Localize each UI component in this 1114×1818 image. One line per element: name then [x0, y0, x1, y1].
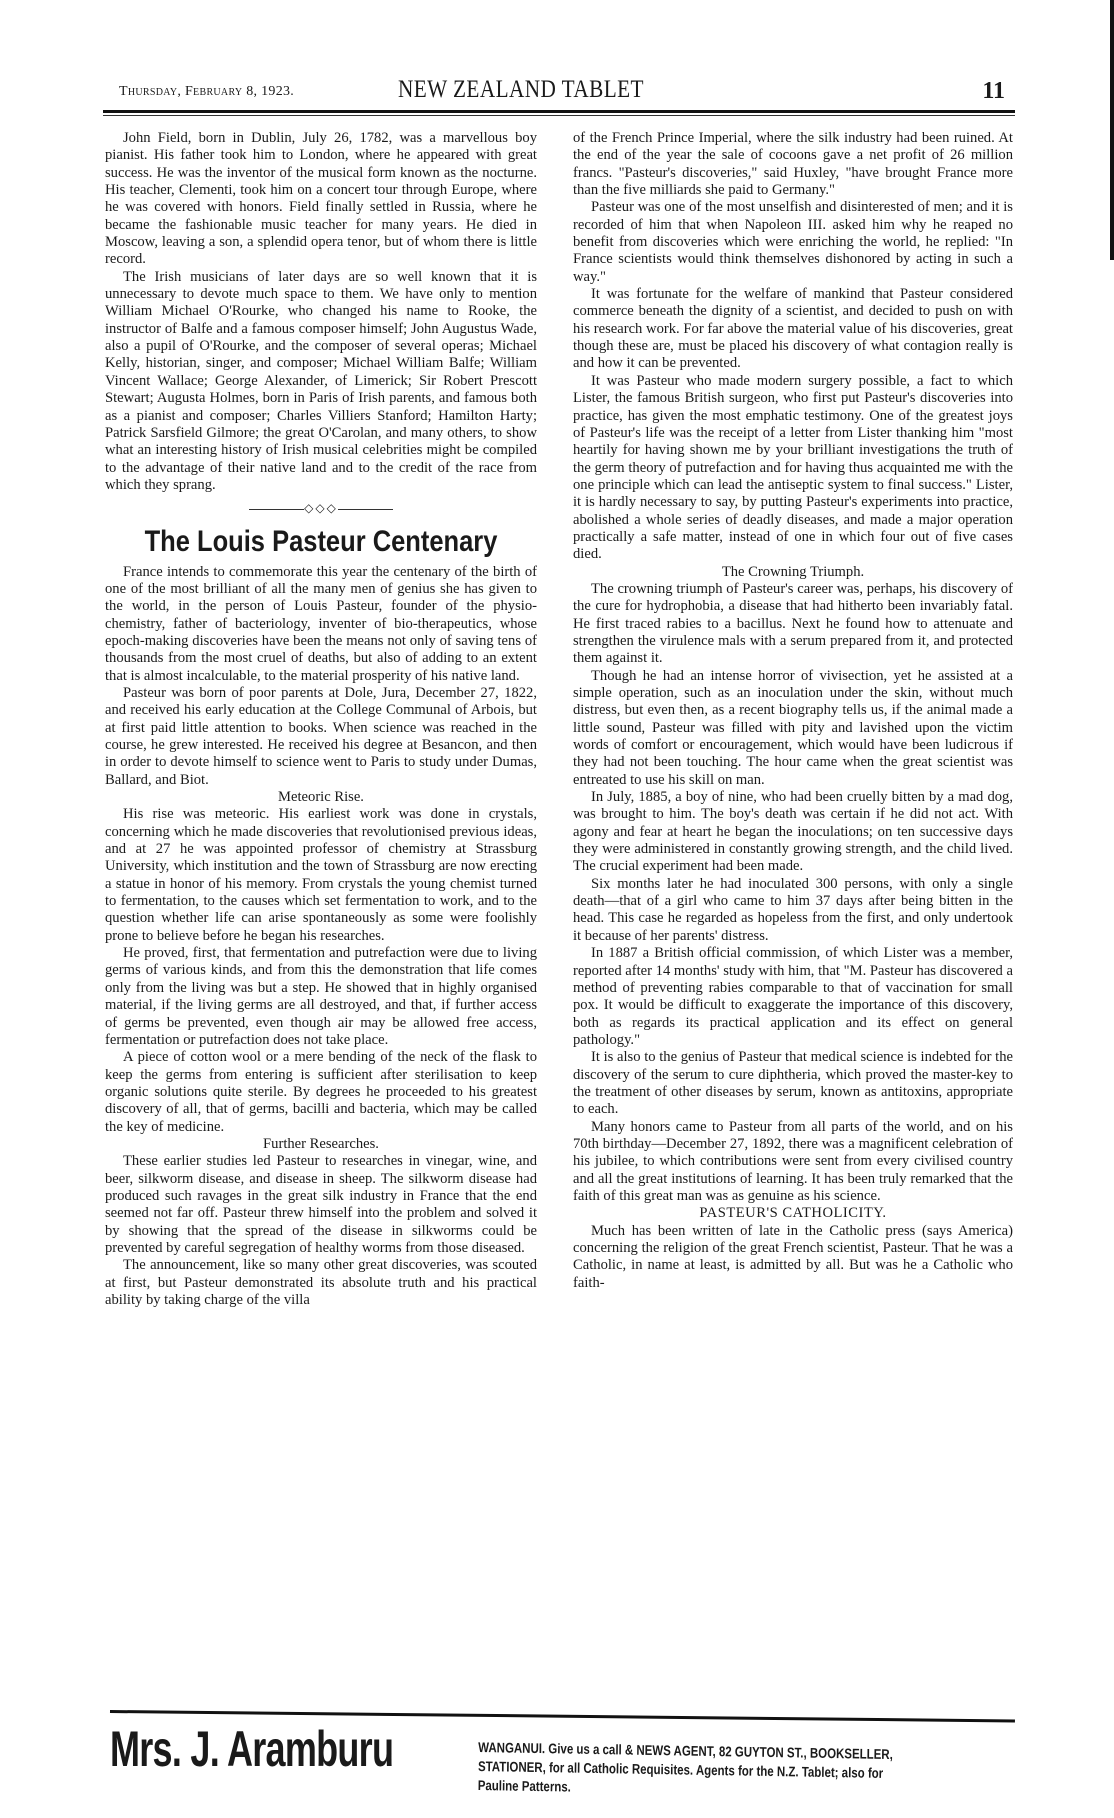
paragraph: It was fortunate for the welfare of mankind that Pasteur considered commerce beneath the dignity of a scientist, and decided to push on with his research work. For far above the material value of his discoveries, great though these are, must be placed his discovery of what contagion really is and how it can be prevented. [573, 286, 1013, 372]
page-number: 11 [982, 78, 1005, 104]
paragraph: Pasteur was one of the most unselfish and disinterested of men; and it is recorded of him that when Napoleon III. asked him why he reaped no benefit from discoveries which were enriching the world, he replied: "In France scientists would think themselves dishonored by acting in such a way." [573, 199, 1013, 285]
paragraph: His rise was meteoric. His earliest work was done in crystals, concerning which he made discoveries that revolutionised previous ideas, and at 27 he was appointed professor of chemistry at Strassburg University, which institution and the town of Strassburg are now erecting a statue in honor of his memory. From crystals the young chemist turned to fermentation, to the causes which set fermentation to work, and to the question whether life can arise spontaneously as some were foolishly prone to believe before he began his researches. [105, 806, 537, 944]
paragraph: of the French Prince Imperial, where the silk industry had been ruined. At the end of the year the sale of cocoons gave a net profit of 26 million francs. "Pasteur's discoveries," said Huxley, "have brought France more than the five milliards she paid to Germany." [573, 130, 1013, 199]
article-headline: The Louis Pasteur Centenary [144, 524, 498, 558]
paragraph: In 1887 a British official commission, of which Lister was a member, reported after 14 months' study with him, that "M. Pasteur has discovered a method of preventing rabies comparable to that of vaccination for small pox. It would be difficult to exaggerate the importance of this discovery, both as regards its practical application and its effect on general pathology." [573, 945, 1013, 1048]
section-separator: ◇◇◇ [105, 500, 537, 517]
masthead-title: NEW ZEALAND TABLET [398, 76, 644, 103]
paragraph: John Field, born in Dublin, July 26, 1782, was a marvellous boy pianist. His father took him to London, where he appeared with great success. He was the inventor of the musical form known as the nocturne. His teacher, Clementi, took him on a concert tour through Europe, where he was covered with honors. Field finally settled in Russia, where he became the fashionable music teacher for many years. He died in Moscow, leaving a son, a splendid opera tenor, but of whom there is little record. [105, 130, 537, 268]
page-header [103, 76, 1015, 110]
left-column [105, 130, 537, 1309]
subheading: Further Researches. [263, 1135, 379, 1152]
paragraph: The Irish musicians of later days are so well known that it is unnecessary to devote much space to them. We have only to mention William Michael O'Rourke, who changed his name to Rooke, the instructor of Balfe and a famous composer himself; John Augustus Wade, also a pupil of O'Rourke, and the composer of several operas; Michael Kelly, historian, singer, and composer; Michael William Balfe; William Vincent Wallace; George Alexander, of Limerick; Sir Robert Prescott Stewart; Augusta Holmes, born in Paris of Irish parents, and famous both as a pianist and composer; Charles Villiers Stanford; Hamilton Harty; Patrick Sarsfield Gilmore; the great O'Carolan, and many others, to show what an interesting history of Irish musical celebrities might be compiled to the advantage of their native land and to the credit of the race from which they sprang. [105, 268, 537, 493]
paragraph: Though he had an intense horror of vivisection, yet he assisted at a simple operation, such as an inoculation under the skin, without much distress, but even then, as a recent biography tells us, if the animal made a little sound, Pasteur was filled with pity and lavished upon the victim words of comfort or encouragement, which would have been ludicrous if they had not been touching. The hour came when the great scientist was entreated to use his skill on man. [573, 667, 1013, 788]
paragraph: The announcement, like so many other great discoveries, was scouted at first, but Pasteur demonstrated its absolute truth and his practical ability by taking charge of the villa [105, 1257, 537, 1308]
subheading: Meteoric Rise. [278, 789, 364, 806]
paragraph: In July, 1885, a boy of nine, who had been cruelly bitten by a mad dog, was brought to him. The boy's death was certain if he did not act. With agony and fear at heart he began the inoculations; on ten successive days they were administered in constantly growing strength, and the child lived. The crucial experiment had been made. [573, 789, 1013, 875]
issue-date: Thursday, February 8, 1923. [119, 84, 295, 99]
paragraph: Much has been written of late in the Catholic press (says America) concerning the religion of the great French scientist, Pasteur. That he was a Catholic, in name at least, is admitted by all. But was he a Catholic who faith- [573, 1222, 1013, 1291]
advertisement-text: WANGANUI. Give us a call & NEWS AGENT, 82 GUYTON ST., BOOKSELLER, STATIONER, for all Catholic Requisites. Agents for the N.Z. Tablet; also for Pauline Patterns. [477, 1739, 893, 1795]
right-column [573, 130, 1013, 1292]
header-rule [103, 110, 1015, 113]
scan-edge-line [1110, 0, 1114, 260]
paragraph: A piece of cotton wool or a mere bending of the neck of the flask to keep the germs from entering is sufficient after sterilisation to keep organic solutions quite sterile. By degrees he proceeded to his greatest discovery of all, that of germs, bacilli and bacteria, which may be called the key of medicine. [105, 1049, 537, 1135]
paragraph: It was Pasteur who made modern surgery possible, a fact to which Lister, the famous British surgeon, who first put Pasteur's discoveries into practice, has given the most emphatic testimony. One of the greatest joys of Pasteur's life was the receipt of a letter from Lister thanking him "most heartily for having shown me by your brilliant investigations the truth of the germ theory of putrefaction and for having thus acquainted me with the one principle which can lead the antiseptic system to final success." Lister, it is hardly necessary to say, by putting Pasteur's experiments into practice, abolished a whole series of deadly diseases, and made a major operation practically a safe matter, instead of one in which four out of five cases died. [573, 372, 1013, 563]
subheading: The Crowning Triumph. [721, 563, 865, 580]
paragraph: These earlier studies led Pasteur to researches in vinegar, wine, and beer, silkworm disease, and disease in sheep. The silkworm disease had produced such ravages in the great silk industry in France that the end seemed not far off. Pasteur threw himself into the problem and solved it by showing that the spread of the disease in silkworms could be prevented by careful segregation of healthy worms from those diseased. [105, 1153, 537, 1256]
paragraph: Pasteur was born of poor parents at Dole, Jura, December 27, 1822, and received his early education at the College Communal of Arbois, but at first paid little attention to books. When science was reached in the course, he grew interested. He received his degree at Besancon, and then in order to devote himself to science went to Paris to study under Dumas, Ballard, and Biot. [105, 684, 537, 788]
subheading: PASTEUR'S CATHOLICITY. [699, 1205, 887, 1222]
paragraph: The crowning triumph of Pasteur's career was, perhaps, his discovery of the cure for hydrophobia, a disease that had hitherto been invariably fatal. He first traced rabies to a bacillus. Next he found how to attenuate and strengthen the virulence mals with a serum prepared from it, and protected them against it. [573, 580, 1013, 667]
paragraph: He proved, first, that fermentation and putrefaction were due to living germs of various kinds, and from this the demonstration that life comes only from the living was but a step. He showed that in highly organised material, if the living germs are all destroyed, and that, if further access of germs be prevented, even though air may be allowed free access, fermentation or putrefaction does not take place. [105, 945, 537, 1048]
paragraph: Six months later he had inoculated 300 persons, with only a single death—that of a girl who came to him 37 days after being bitten in the head. This case he regarded as hopeless from the first, and only undertook it because of her parents' distress. [573, 875, 1013, 944]
advertiser-name: Mrs. J. Aramburu [110, 1721, 394, 1777]
paragraph: It is also to the genius of Pasteur that medical science is indebted for the discovery of the serum to cure diphtheria, which proved the master-key to the treatment of other diseases by serum, known as antitoxins, appropriate to each. [573, 1049, 1013, 1118]
header-rule-thin [103, 115, 1015, 116]
paragraph: Many honors came to Pasteur from all parts of the world, and on his 70th birthday—December 27, 1892, there was a magnificent celebration of his jubilee, to which contributions were sent from every civilised country and all the great institutions of learning. It has been truly remarked that the faith of this great man was as genuine as his science. [573, 1118, 1013, 1204]
paragraph: France intends to commemorate this year the centenary of the birth of one of the most brilliant of all the many men of genius she has given to the world, in the person of Louis Pasteur, founder of the physio-chemistry, father of bacteriology, inventer of bio-therapeutics, whose epoch-making discoveries have been the means not only of saving tens of thousands from the most cruel of deaths, but also of adding to an extent that is almost incalculable, to the material prosperity of his native land. [105, 563, 537, 684]
